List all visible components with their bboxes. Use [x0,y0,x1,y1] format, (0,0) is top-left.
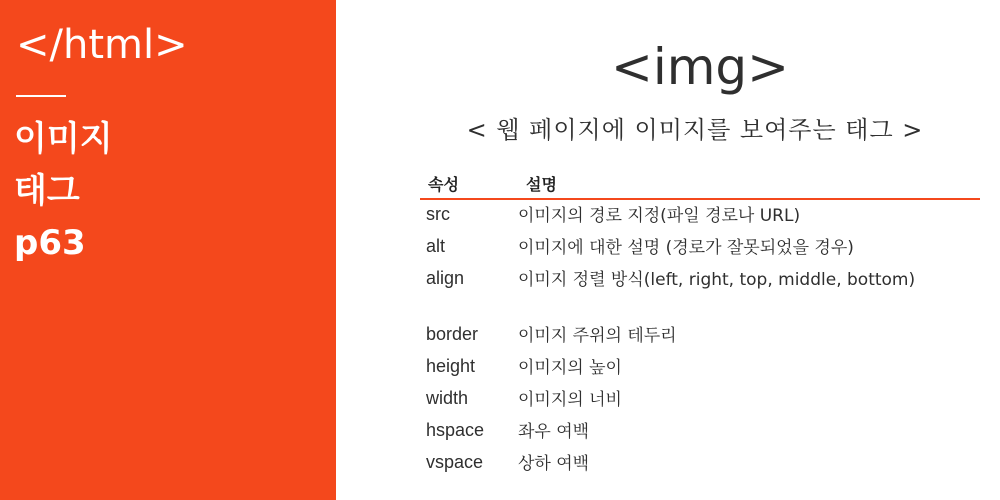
column-header-attribute: 속성 [428,175,459,194]
table-row [420,388,980,420]
table-row [420,452,980,484]
attribute-name: border [426,324,479,344]
attribute-name: alt [426,236,446,256]
attribute-description: 이미지의 경로 지정(파일 경로나 URL) [518,206,801,226]
attribute-name: vspace [426,452,484,472]
column-header-description: 설명 [526,175,557,194]
attribute-name: width [426,388,469,408]
page-subtitle: < 웹 페이지에 이미지를 보여주는 태그 > [466,116,924,144]
attribute-name: height [426,356,476,376]
attribute-table [420,170,980,484]
attribute-description: 이미지 정렬 방식(left, right, top, middle, bottom) [518,270,916,290]
table-row [420,268,980,324]
table-row [420,356,980,388]
attribute-description: 상하 여백 [518,454,590,474]
attribute-name: hspace [426,420,485,440]
sidebar-title [14,113,113,269]
sidebar-panel [0,0,336,500]
table-row [420,236,980,268]
table-row [420,204,980,236]
table-header [420,170,980,200]
attribute-description: 이미지 주위의 테두리 [518,326,677,346]
sidebar-title-line: 태그 [14,171,80,211]
divider [16,95,66,97]
attribute-description: 이미지에 대한 설명 (경로가 잘못되었을 경우) [518,238,854,258]
sidebar-title-line: 이미지 [14,119,113,159]
attribute-name: align [426,268,465,288]
html-close-tag-logo: </html> [16,22,188,68]
table-row [420,324,980,356]
sidebar-title-line: p63 [14,223,86,263]
attribute-description: 이미지의 높이 [518,358,622,378]
attribute-description: 좌우 여백 [518,422,590,442]
table-body [420,200,980,484]
attribute-description: 이미지의 너비 [518,390,622,410]
attribute-name: src [426,204,450,224]
table-row [420,420,980,452]
page-title: <img> [610,38,790,96]
